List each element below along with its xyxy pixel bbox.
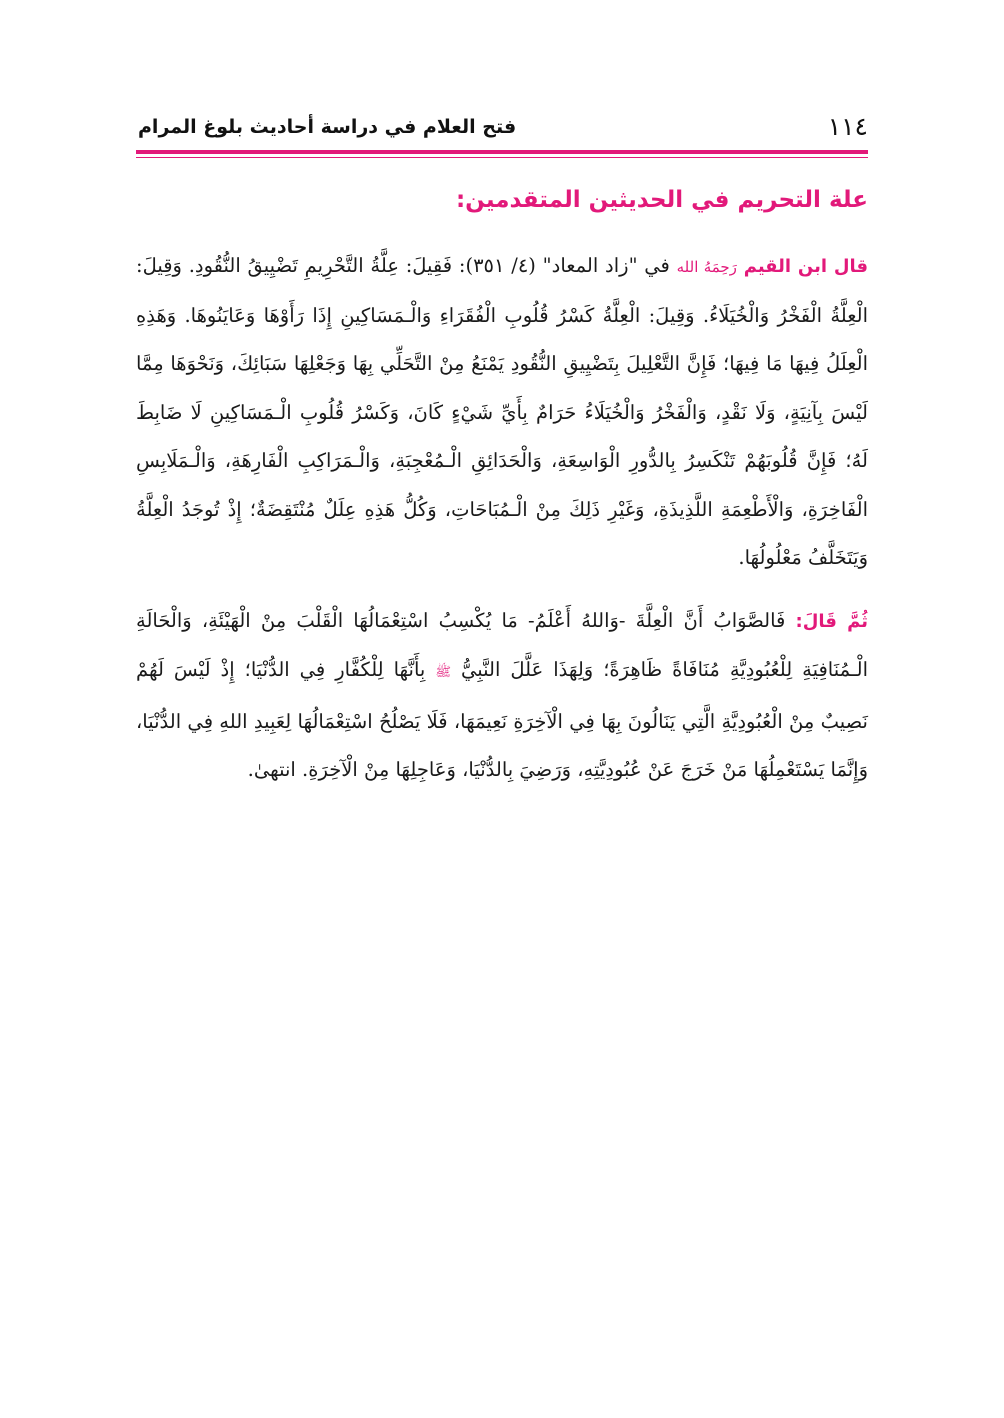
salutation-mark: ﷺ xyxy=(435,665,452,680)
page-number: ١١٤ xyxy=(827,112,868,141)
page xyxy=(136,110,868,795)
paragraph-text-before: فَالصَّوَابُ أَنَّ الْعِلَّةَ -وَاللهُ أَعْلَمُ- مَا يُكْسِبُ اسْتِعْمَالُهَا الْقَلْبَ مِنْ الْهَيْئَةِ، وَالْحَالَةِ الْـمُنَافِيَةِ لِلْعُبُودِيَّةِ مُنَافَاةً ظَاهِرَةً؛ وَلِهَذَا عَلَّلَ النَّبِيُّ xyxy=(136,608,868,681)
book-title: فتح العلام في دراسة أحاديث بلوغ المرام xyxy=(138,116,517,138)
paragraph-text: في "زاد المعاد" (٤/ ٣٥١): فَقِيلَ: عِلَّةُ التَّحْرِيمِ تَضْيِيقُ النُّقُودِ. وَقِيلَ: الْعِلَّةُ الْفَخْرُ وَالْخُيَلَاءُ. وَقِيلَ: الْعِلَّةُ كَسْرُ قُلُوبِ الْفُقَرَاءِ وَالْـمَسَاكِينِ إِذَا رَأَوْهَا وَعَايَنُوهَا. وَهَذِهِ الْعِلَلُ فِيهَا مَا فِيهَا؛ فَإِنَّ التَّعْلِيلَ بِتَضْيِيقِ النُّقُودِ يَمْنَعُ مِنْ التَّحَلِّي بِهَا وَجَعْلِهَا سَبَائِكَ، وَنَحْوَهَا مِمَّا لَيْسَ بِآنِيَةٍ، وَلَا نَقْدٍ، وَالْفَخْرُ وَالْخُيَلَاءُ حَرَامٌ بِأَيِّ شَيْءٍ كَانَ، وَكَسْرُ قُلُوبِ الْـمَسَاكِينِ لَا ضَابِطَ لَهُ؛ فَإِنَّ قُلُوبَهُمْ تَنْكَسِرُ بِالدُّورِ الْوَاسِعَةِ، وَالْحَدَائِقِ الْـمُعْجِبَةِ، وَالْـمَرَاكِبِ الْفَارِهَةِ، وَالْـمَلَابِسِ الْفَاخِرَةِ، وَالْأَطْعِمَةِ اللَّذِيذَةِ، وَغَيْرِ ذَلِكَ مِنْ الْـمُبَاحَاتِ، وَكُلُّ هَذِهِ عِلَلٌ مُنْتَقِضَةٌ؛ إِذْ تُوجَدُ الْعِلَّةُ وَيَتَخَلَّفُ مَعْلُولُهَا. xyxy=(136,254,868,569)
running-header xyxy=(136,110,868,146)
header-rule xyxy=(136,150,868,154)
continuation-lead: ثُمَّ قَالَ: xyxy=(795,610,868,632)
paragraph-text-after: بِأَنَّهَا لِلْكُفَّارِ فِي الدُّنْيَا؛ إِذْ لَيْسَ لَهُمْ نَصِيبٌ مِنْ الْعُبُودِيَّةِ الَّتِي يَنَالُونَ بِهَا فِي الْآخِرَةِ نَعِيمَهَا، فَلَا يَصْلُحُ اسْتِعْمَالُهَا لِعَبِيدِ اللهِ فِي الدُّنْيَا، وَإِنَّمَا يَسْتَعْمِلُهَا مَنْ خَرَجَ عَنْ عُبُودِيَّتِهِ، وَرَضِيَ بِالدُّنْيَا، وَعَاجِلِهَا مِنْ الْآخِرَةِ. انتهىٰ. xyxy=(136,658,868,781)
paragraph-continuation xyxy=(136,597,868,795)
section-heading: علة التحريم في الحديثين المتقدمين: xyxy=(455,187,868,213)
paragraph-ibn-qayyim-quote xyxy=(136,242,868,583)
header-rule-thin xyxy=(136,157,868,158)
honorific-mark: رَحِمَهُ الله xyxy=(676,258,737,276)
quote-attribution: قال ابن القيم xyxy=(743,256,868,277)
